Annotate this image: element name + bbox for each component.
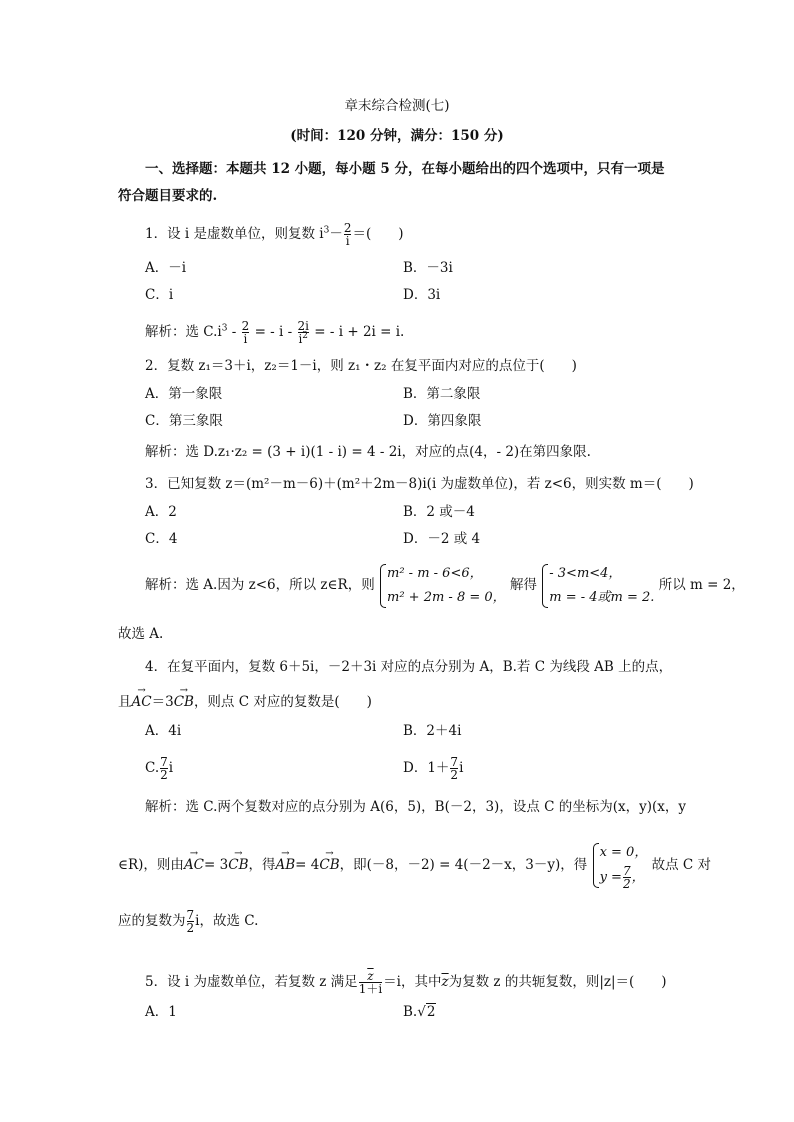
question-text: ＝i，其中 (383, 974, 442, 990)
solution-text: ∈R)，则由 (118, 857, 184, 873)
option-text: i (459, 760, 464, 776)
solution-text: i，故选 C. (195, 913, 259, 929)
solution-text: - (227, 324, 241, 340)
equation-text: y = (599, 870, 622, 885)
fraction-numerator: $\overline{z}$ (367, 969, 374, 983)
fraction-denominator: 2 (160, 768, 168, 782)
vector-cb: → CB (174, 692, 194, 712)
question-1-tail: ＝( ) (352, 226, 404, 242)
q4-option-a: A．4i (145, 723, 182, 739)
q3-solution (145, 561, 745, 610)
question-text: 且 (118, 694, 132, 710)
fraction-numerator: 2 (241, 319, 250, 333)
fraction-numerator: 7 (160, 755, 168, 769)
vector-cb: → CB (319, 836, 339, 894)
q4-solution-end (118, 909, 258, 934)
option-fraction (160, 756, 168, 781)
q1-option-a: A．－i (145, 260, 187, 276)
equation-row (600, 865, 648, 890)
question-text: 为复数 z 的共轭复数，则|z|＝( ) (448, 974, 667, 990)
equation-fraction (623, 865, 631, 890)
fraction-numerator: 7 (622, 864, 631, 878)
solution-text: 解得 (509, 577, 537, 593)
q3-option-b: B．2 或－4 (403, 504, 475, 520)
q3-solution-end: 故选 A. (118, 626, 164, 642)
denominator-base: i (298, 332, 303, 346)
fraction-numerator: 7 (450, 755, 459, 769)
section-heading-cont: 符合题目要求的. (118, 188, 218, 204)
fraction-denominator: i (243, 332, 248, 346)
question-4-cont (118, 692, 372, 712)
section-heading: 一、选择题：本题共 12 小题，每小题 5 分，在每小题给出的四个选项中，只有一项是 (145, 161, 665, 177)
question-1-stem: 1．设 i 是虚数单位，则复数 i (145, 226, 324, 242)
solution-fraction (242, 320, 250, 345)
equation-row: - 3<m<4， (549, 565, 622, 581)
q1-option-b: B．－3i (403, 260, 453, 276)
q2-option-a: A．第一象限 (145, 386, 223, 402)
solution-text: ，得 (248, 857, 276, 873)
question-fraction (359, 970, 382, 995)
q1-solution: 解析：选 $C.i^3$ - $\frac{2}{i}$ = - i - $\frac{2i}{i^2}$ = - i + 2i = i. (145, 319, 405, 346)
equation-system (592, 841, 648, 890)
fraction-denominator: 2 (622, 877, 631, 891)
fraction-denominator: 2 (450, 768, 459, 782)
q4-option-b: B．2＋4i (403, 723, 462, 739)
question-4: 4．在复平面内，复数 6＋5i，－2＋3i 对应的点分别为 A，B.若 C 为线段 AB 上的点， (145, 659, 673, 675)
solution-text: 解析：选 C.i (145, 324, 222, 340)
page-title: 章末综合检测(七) (344, 98, 450, 114)
fraction-numerator: 7 (186, 908, 195, 922)
radicand: 2 (426, 1004, 436, 1020)
conjugate-z: $\overline{z}$ (441, 974, 449, 990)
option-label: B. (403, 1004, 418, 1020)
q1-option-c: C．i (145, 287, 174, 303)
equation-text: ， (631, 870, 645, 885)
solution-text: 解析：选 A.因为 z<6，所以 z∈R，则 (145, 577, 375, 593)
fraction-numerator: 2 (343, 221, 352, 235)
exam-info: (时间：120 分钟，满分：150 分) (290, 128, 504, 144)
q5-option-a: A．1 (145, 1004, 177, 1020)
solution-text: ，即(－8，－2) = 4(－2－x，3－y)，得 (339, 857, 588, 873)
question-2: 2．复数 z₁＝3＋i，z₂＝1－i，则 z₁・z₂ 在复平面内对应的点位于( ) (145, 358, 577, 374)
fraction-denominator: 1＋i (358, 982, 383, 996)
question-text: ，则点 C 对应的复数是( ) (193, 694, 372, 710)
q3-option-a: A．2 (145, 504, 177, 520)
q3-option-d: D．－2 或 4 (403, 531, 481, 547)
q5-option-b (403, 1002, 436, 1022)
vector-ac: → AC (184, 836, 204, 894)
q4-option-d (403, 756, 463, 781)
question-text: ＝3 (151, 694, 174, 710)
option-label: C. (145, 760, 160, 776)
solution-text: 故点 C 对 (651, 857, 712, 873)
solution-text: = 3 (204, 857, 229, 873)
equation-row: m² + 2m - 8 = 0， (387, 589, 506, 605)
question-1-fraction (344, 222, 352, 247)
solution-text: 应的复数为 (118, 913, 186, 929)
q4-solution-cont (118, 836, 711, 894)
q2-option-b: B．第二象限 (403, 386, 481, 402)
q4-option-c (145, 756, 173, 781)
solution-text: = 4 (295, 857, 320, 873)
equation-system (379, 562, 506, 610)
solution-text: = - i - (250, 324, 297, 340)
solution-fraction (187, 909, 195, 934)
q2-option-d: D．第四象限 (403, 413, 482, 429)
question-text: 5．设 i 为虚数单位，若复数 z 满足 (145, 974, 358, 990)
equation-row: x = 0， (599, 845, 648, 860)
option-text: i (168, 760, 174, 776)
q3-option-c: C．4 (145, 531, 178, 547)
fraction-denominator: i (345, 234, 350, 248)
question-5 (145, 962, 667, 1002)
vector-cb: → CB (228, 836, 248, 894)
option-label: D．1＋ (403, 760, 450, 776)
sqrt-icon: √ (417, 1004, 426, 1020)
equation-row: m = - 4或m = 2. (549, 589, 655, 605)
solution-fraction (298, 320, 309, 345)
q2-solution: 解析：选 D.z₁·z₂ = (3 + i)(1 - i) = 4 - 2i，对应的点(4，- 2)在第四象限. (145, 444, 591, 460)
question-1-minus: － (329, 226, 343, 242)
question-3: 3．已知复数 z＝(m²－m－6)＋(m²＋2m－8)i(i 为虚数单位)，若 z<6，则实数 m＝( ) (145, 476, 694, 492)
vector-ab: → AB (275, 836, 295, 894)
solution-text: 所以 m = 2， (658, 577, 745, 593)
fraction-denominator: 2 (186, 921, 195, 935)
fraction-denominator: $i^2$ (298, 331, 309, 346)
q4-solution: 解析：选 C.两个复数对应的点分别为 A(6，5)，B(－2，3)，设点 C 的坐标为(x，y)(x，y (145, 799, 687, 815)
question-1: 1．设 i 是虚数单位，则复数 $i^3-$ $\frac{2}{i}$ ＝( ) (145, 221, 404, 248)
fraction-numerator: 2i (297, 319, 309, 333)
vector-ac: → AC (132, 692, 152, 712)
equation-row: m² - m - 6<6， (387, 565, 483, 581)
q1-option-d: D．3i (403, 287, 441, 303)
q2-option-c: C．第三象限 (145, 413, 223, 429)
solution-text: = - i + 2i = i. (309, 324, 405, 340)
option-fraction (450, 756, 458, 781)
equation-system (541, 562, 654, 610)
